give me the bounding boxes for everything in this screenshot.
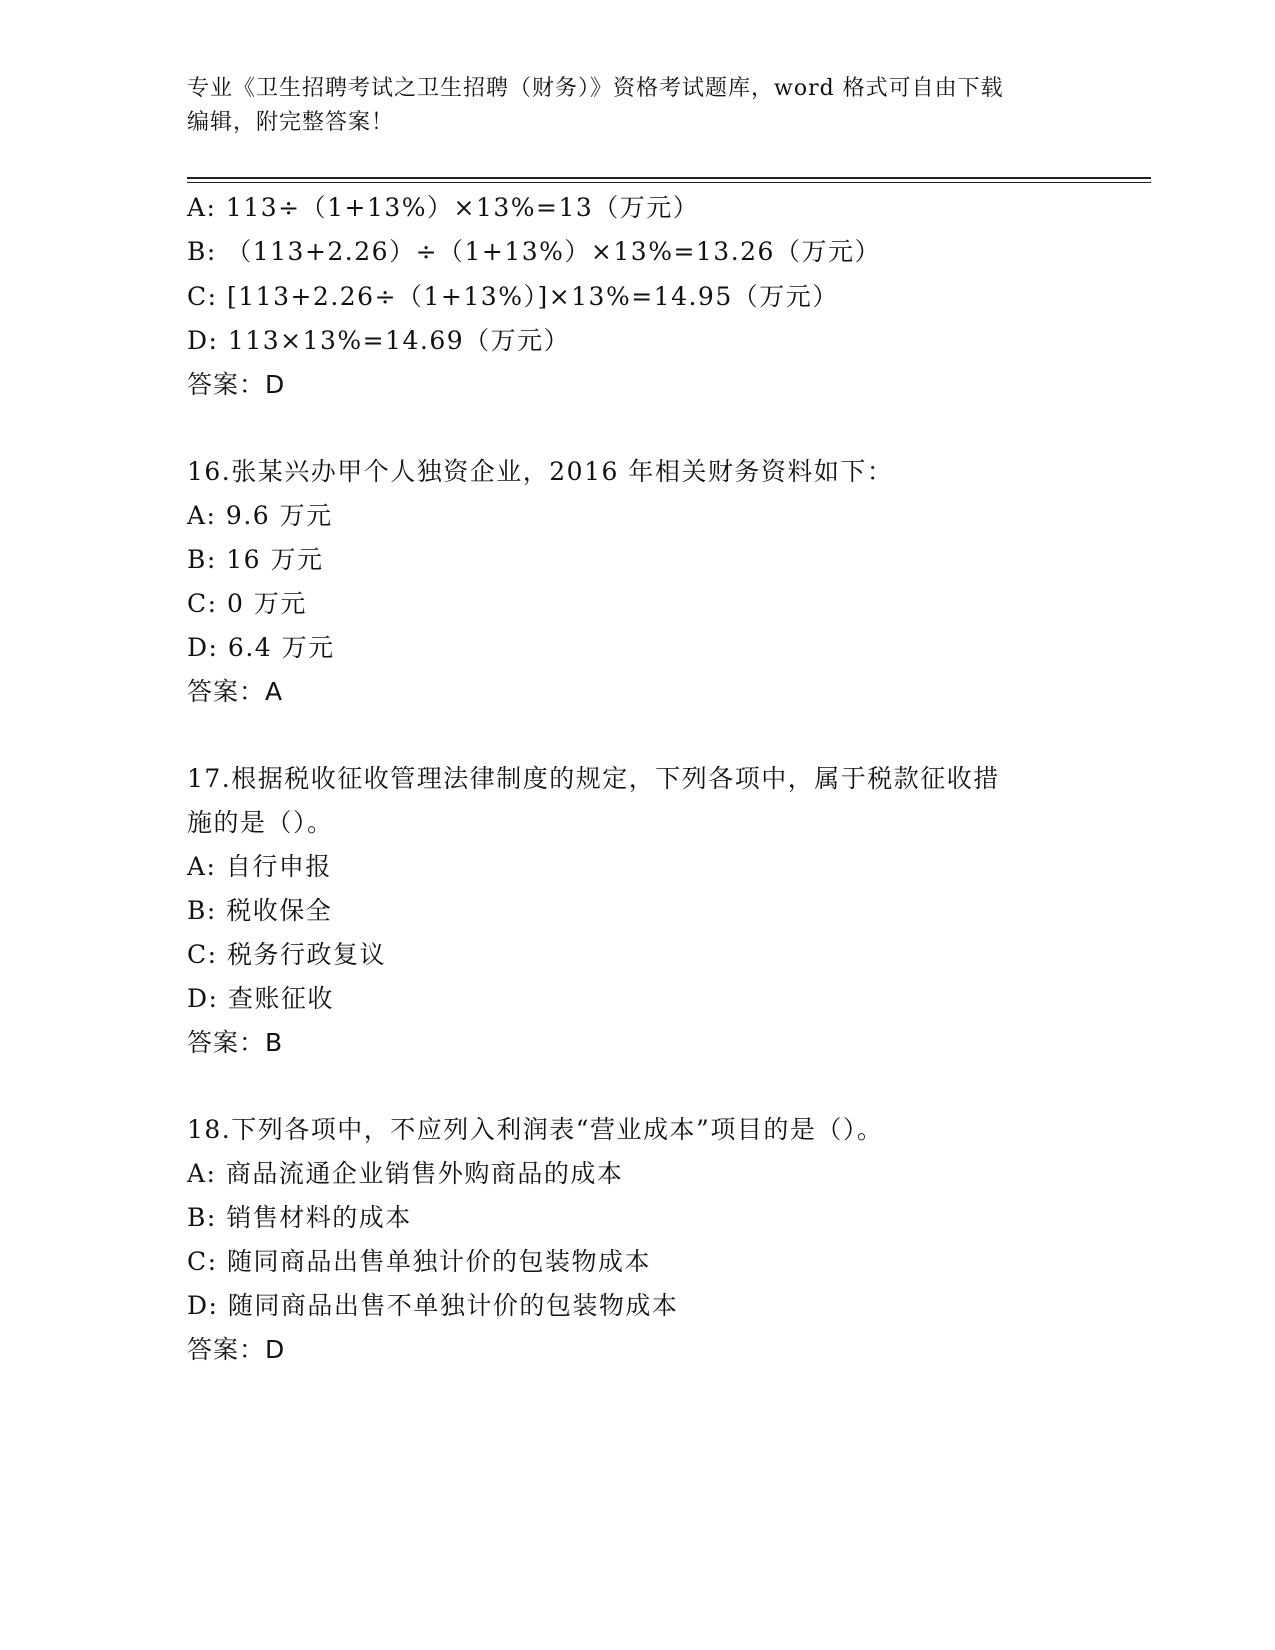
q17-option-b: B: 税收保全 bbox=[187, 896, 333, 925]
header-divider-thick bbox=[187, 177, 1151, 179]
q17-question-line-1: 17.根据税收征收管理法律制度的规定，下列各项中，属于税款征收措 bbox=[187, 764, 1000, 793]
q16-option-c: C: 0 万元 bbox=[187, 589, 307, 618]
q15-option-b: B: （113+2.26）÷（1+13%）×13%=13.26（万元） bbox=[187, 237, 881, 266]
q18-option-c: C: 随同商品出售单独计价的包装物成本 bbox=[187, 1247, 651, 1276]
document-header bbox=[187, 72, 1087, 140]
q16-option-a: A: 9.6 万元 bbox=[187, 501, 333, 530]
header-line-1: 专业《卫生招聘考试之卫生招聘（财务）》资格考试题库，word 格式可自由下载 bbox=[187, 76, 1004, 101]
q18-option-a: A: 商品流通企业销售外购商品的成本 bbox=[187, 1159, 624, 1188]
q18-question: 18.下列各项中，不应列入利润表“营业成本”项目的是（）。 bbox=[187, 1115, 884, 1144]
q18-option-b: B: 销售材料的成本 bbox=[187, 1203, 412, 1232]
header-divider-thin bbox=[187, 182, 1151, 183]
q16-option-d: D: 6.4 万元 bbox=[187, 633, 335, 662]
q17-option-a: A: 自行申报 bbox=[187, 852, 332, 881]
header-line-2: 编辑，附完整答案！ bbox=[187, 110, 395, 135]
q17-option-d: D: 查账征收 bbox=[187, 984, 334, 1013]
q15-answer: 答案：D bbox=[187, 370, 286, 399]
q16-question: 16.张某兴办甲个人独资企业，2016 年相关财务资料如下： bbox=[187, 457, 894, 486]
q17-answer: 答案：B bbox=[187, 1028, 284, 1057]
q15-option-a: A: 113÷（1+13%）×13%=13（万元） bbox=[187, 193, 700, 222]
q18-answer: 答案：D bbox=[187, 1335, 286, 1364]
q17-option-c: C: 税务行政复议 bbox=[187, 940, 386, 969]
q15-option-c: C: [113+2.26÷（1+13%）]×13%=14.95（万元） bbox=[187, 282, 839, 311]
q16-option-b: B: 16 万元 bbox=[187, 545, 324, 574]
q15-option-d: D: 113×13%=14.69（万元） bbox=[187, 326, 571, 355]
q17-question-line-2: 施的是（）。 bbox=[187, 808, 334, 837]
q18-option-d: D: 随同商品出售不单独计价的包装物成本 bbox=[187, 1291, 679, 1320]
q16-answer: 答案：A bbox=[187, 677, 284, 706]
